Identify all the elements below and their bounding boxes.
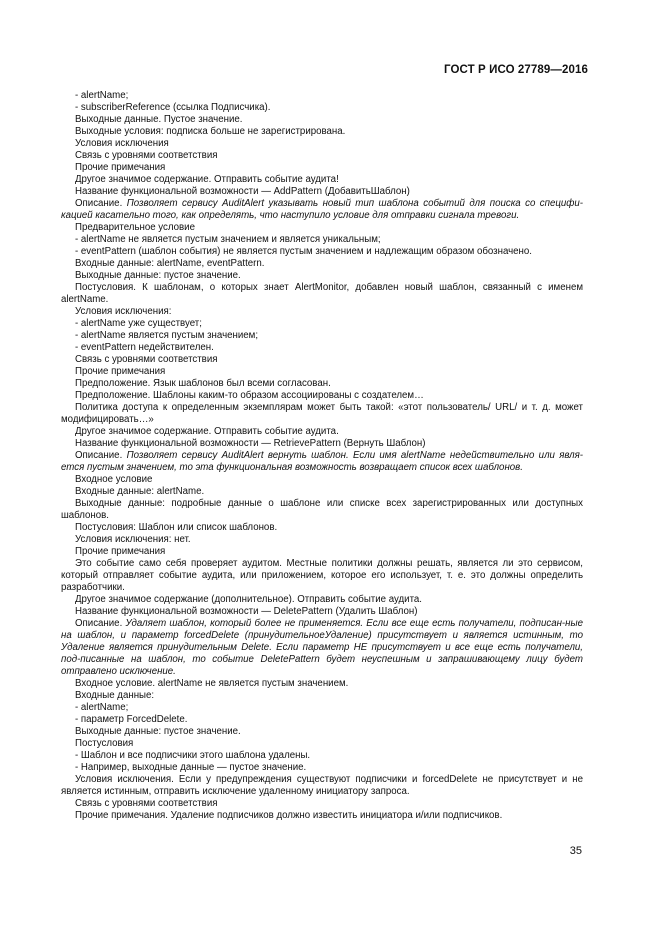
standard-header: ГОСТ Р ИСО 27789—2016	[443, 64, 588, 76]
text-line: Выходные условия: подписка больше не зарегистрирована.	[75, 126, 346, 137]
text-line: Выходные данные: пустое значение.	[75, 726, 241, 737]
description-label: Описание.	[75, 450, 127, 461]
description-text: Удаляет шаблон, который более не применяется. Если все еще есть получатели, подписан-ные на шаблон, и параметр forcedDelete (принудительноеУдаление) присутствует и является истинным, то Удаление является принудительным Delete. Если параметр НЕ присутствует и все еще есть получатели, под-писанные на шаблон, то событие DeletePattern будет неуспешным и запрашивающему лицу будет отправлено исключение.	[61, 618, 583, 677]
description-label: Описание.	[75, 198, 127, 209]
text-line: Условия исключения	[75, 138, 169, 149]
text-line: - alertName уже существует;	[75, 318, 202, 329]
text-line: - параметр ForcedDelete.	[75, 714, 188, 725]
access-policy-paragraph: Политика доступа к определенным экземплярам может быть такой: «этот пользователь/ URL/ и т. д. может модифицировать…»	[61, 402, 583, 425]
description-text: Позволяет сервису AuditAlert вернуть шаблон. Если имя alertName недействительно или явля-ется пустым значением, то эта функциональная возможность возвращает список всех шаблонов.	[61, 450, 583, 473]
text-line: Другое значимое содержание (дополнительное). Отправить событие аудита.	[75, 594, 422, 605]
deletepattern-description	[61, 618, 583, 678]
text-line: - eventPattern недействителен.	[75, 342, 214, 353]
text-line: Связь с уровнями соответствия	[75, 798, 218, 809]
text-line: Входные данные:	[75, 690, 155, 701]
text-line: Прочие примечания	[75, 162, 166, 173]
text-line: Другое значимое содержание. Отправить событие аудита!	[75, 174, 339, 185]
text-line: - alertName является пустым значением;	[75, 330, 259, 341]
function-name-retrievepattern: Название функциональной возможности — RetrievePattern (Вернуть Шаблон)	[75, 438, 426, 449]
text-line: - Шаблон и все подписчики этого шаблона удалены.	[75, 750, 311, 761]
text-line: - eventPattern (шаблон события) не является пустым значением и надлежащим образом обозначено.	[75, 246, 532, 257]
retrievepattern-description	[61, 450, 583, 474]
text-line: Входное условие	[75, 474, 153, 485]
addpattern-description	[61, 198, 583, 222]
text-line: - alertName;	[75, 702, 129, 713]
description-label: Описание.	[75, 618, 126, 629]
deletepattern-exceptions: Условия исключения. Если у предупреждения существуют подписчики и forcedDelete не присутствует и не является истинным, отправить исключение удаленному инициатору запроса.	[61, 774, 583, 797]
text-line: - Например, выходные данные — пустое значение.	[75, 762, 307, 773]
text-line: Прочие примечания. Удаление подписчиков должно известить инициатора и/или подписчиков.	[75, 810, 503, 821]
text-line: - alertName;	[75, 90, 129, 101]
text-line: Постусловия	[75, 738, 134, 749]
addpattern-postconditions: Постусловия. К шаблонам, о которых знает AlertMonitor, добавлен новый шаблон, связанный с именем alertName.	[61, 282, 583, 305]
text-line: Выходные данные. Пустое значение.	[75, 114, 243, 125]
retrievepattern-output: Выходные данные: подробные данные о шаблоне или списке всех зарегистрированных или доступных шаблонов.	[61, 498, 583, 521]
text-line: Предположение. Шаблоны каким-то образом ассоциированы с создателем…	[75, 390, 424, 401]
self-audit-paragraph: Это событие само себя проверяет аудитом. Местные политики должны решать, является ли это сервисом, который отправляет событие аудита, или приложением, которое его использует, т. е. это должны определить разработчики.	[61, 558, 583, 593]
text-line: Связь с уровнями соответствия	[75, 354, 218, 365]
text-line: Условия исключения:	[75, 306, 172, 317]
text-line: Входные данные: alertName, eventPattern.	[75, 258, 265, 269]
document-body	[61, 90, 583, 822]
function-name-addpattern: Название функциональной возможности — AddPattern (ДобавитьШаблон)	[75, 186, 410, 197]
text-line: Входные данные: alertName.	[75, 486, 205, 497]
text-line: Условия исключения: нет.	[75, 534, 191, 545]
description-text: Позволяет сервису AuditAlert указывать новый тип шаблона событий для поиска со специфи-кацией касательно того, как определять, что наступило условие для отправки сигнала тревоги.	[61, 198, 583, 221]
text-line: Входное условие. alertName не является пустым значением.	[75, 678, 349, 689]
function-name-deletepattern: Название функциональной возможности — DeletePattern (Удалить Шаблон)	[75, 606, 418, 617]
page-number: 35	[569, 845, 582, 857]
text-line: Предположение. Язык шаблонов был всеми согласован.	[75, 378, 331, 389]
text-line: Выходные данные: пустое значение.	[75, 270, 241, 281]
text-line: Прочие примечания	[75, 546, 166, 557]
text-line: Прочие примечания	[75, 366, 166, 377]
text-line: Предварительное условие	[75, 222, 195, 233]
text-line: Другое значимое содержание. Отправить событие аудита.	[75, 426, 339, 437]
text-line: Связь с уровнями соответствия	[75, 150, 218, 161]
text-line: - alertName не является пустым значением и является уникальным;	[75, 234, 381, 245]
text-line: Постусловия: Шаблон или список шаблонов.	[75, 522, 278, 533]
text-line: - subscriberReference (ссылка Подписчика).	[75, 102, 271, 113]
